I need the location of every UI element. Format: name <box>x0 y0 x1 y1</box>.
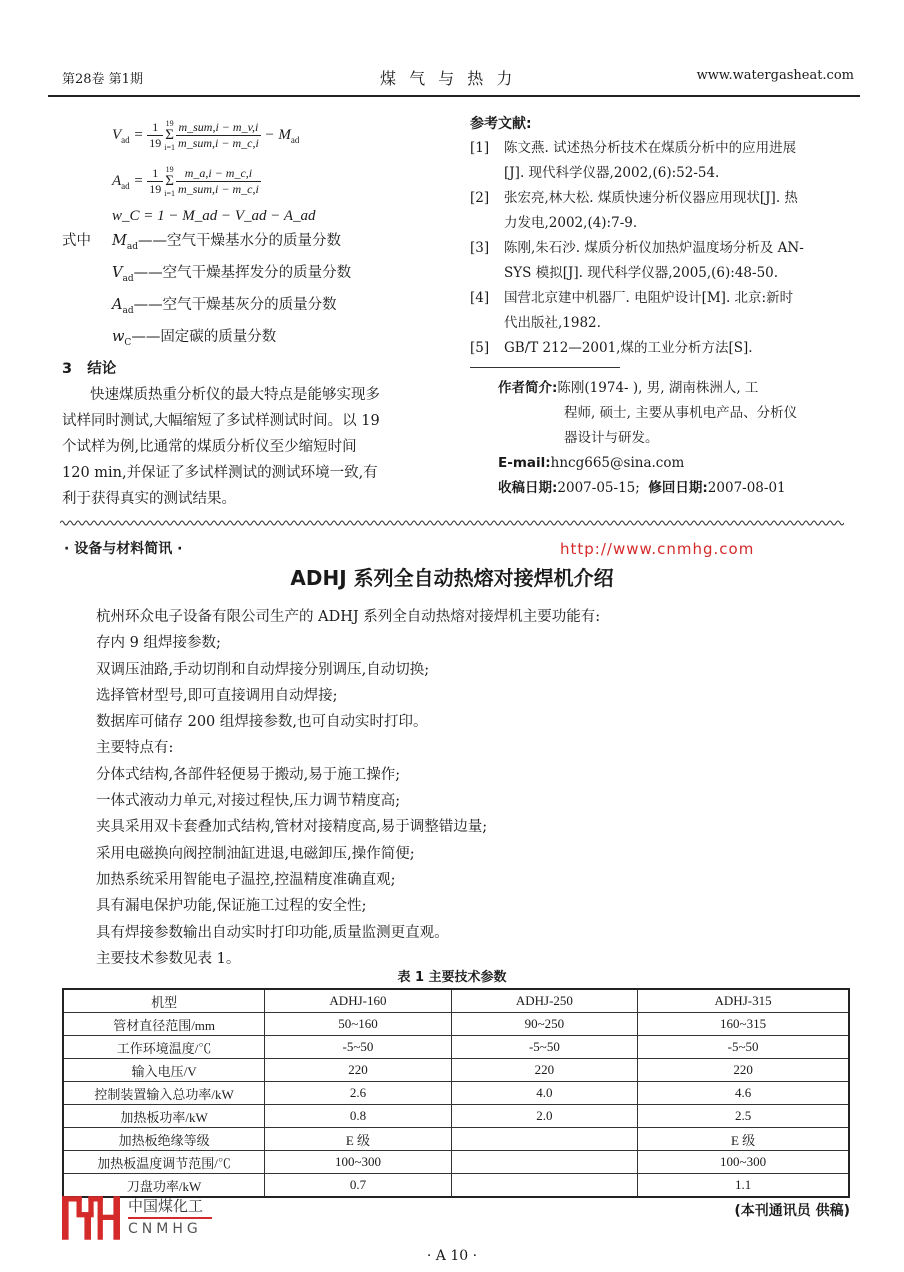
table-row <box>63 1059 849 1082</box>
conclusion-line: 利于获得真实的测试结果。 <box>62 490 236 507</box>
reference-item: [5] GB/T 212—2001,煤的工业分析方法[S]. <box>470 340 753 356</box>
paragraph: 数据库可储存 200 组焊接参数,也可自动实时打印。 <box>96 714 428 731</box>
cnmhg-logo <box>62 1196 362 1242</box>
article-title: ADHJ 系列全自动热熔对接焊机介绍 <box>290 566 614 590</box>
table-cell <box>451 1174 637 1198</box>
formula-a-ad: $A_{ad}$ = $\frac{1}{19}$ 19 Σ i=1 $\frac{m\_a,i - m\_c,i}{\text{m\_sum,i − m\_c,i}}$ <box>112 164 259 198</box>
paragraph: 主要特点有: <box>96 740 174 757</box>
right-column <box>470 112 862 501</box>
paragraph: 杭州环众电子设备有限公司生产的 ADHJ 系列全自动热熔对接焊机主要功能有: <box>96 609 601 625</box>
paragraph: 分体式结构,各部件轻便易于搬动,易于施工操作; <box>96 766 401 783</box>
mh-logo-icon <box>62 1196 120 1240</box>
definitions-label: 式中 <box>62 233 91 249</box>
table-cell: 90~250 <box>451 1013 637 1036</box>
credit: (本刊通讯员 供稿) <box>734 1203 850 1219</box>
table-cell: -5~50 <box>638 1036 849 1059</box>
reference-item: [2] 张宏亮,林大松. 煤质快速分析仪器应用现状[J]. 热 力发电,2002,(4):7-9. <box>470 190 798 231</box>
table-cell: 100~300 <box>265 1151 451 1174</box>
table-cell: 100~300 <box>638 1151 849 1174</box>
row-label-cell: 机型 <box>63 989 265 1013</box>
definition-item: $V_{ad}——$空气干燥基挥发分的质量分数 <box>112 264 352 284</box>
row-label-cell: 加热板绝缘等级 <box>63 1128 265 1151</box>
table-cell <box>451 1128 637 1151</box>
table-row <box>63 1105 849 1128</box>
definitions-list <box>112 228 351 356</box>
table-cell: 220 <box>451 1059 637 1082</box>
formula-v-ad: $V_{ad}$ = $\frac{1}{19}$ 19 Σ i=1 $\frac{\text{m\_sum,i − m\_v,i}}{\text{m\_sum,i − m\_c,i}}$ − $M_{ad}$ <box>112 118 300 152</box>
url-watermark: http://www.cnmhg.com <box>560 540 755 558</box>
table-cell: ADHJ-160 <box>265 989 451 1013</box>
header-rule <box>48 95 860 97</box>
spec-table <box>62 988 850 1198</box>
paragraph: 选择管材型号,即可直接调用自动焊接; <box>96 687 338 704</box>
formula-a-ad-row <box>62 158 454 204</box>
paragraph: 主要技术参数见表 1。 <box>96 950 241 967</box>
logo-en-text: CNMHG <box>128 1221 202 1237</box>
conclusion-body <box>62 382 454 512</box>
table-cell: 50~160 <box>265 1013 451 1036</box>
journal-title: 煤 气 与 热 力 <box>380 69 517 88</box>
paragraph: 具有焊接参数输出自动实时打印功能,质量监测更直观。 <box>96 924 449 941</box>
paragraph: 双调压油路,手动切削和自动焊接分别调压,自动切换; <box>96 661 430 678</box>
table-row <box>63 1151 849 1174</box>
row-label-cell: 输入电压/V <box>63 1059 265 1082</box>
formula-v-ad-row <box>62 112 454 158</box>
formula-w-c: w_C = 1 − M_ad − V_ad − A_ad <box>112 208 316 224</box>
table-cell <box>451 1151 637 1174</box>
table-cell: 2.0 <box>451 1105 637 1128</box>
conclusion-heading: 3 结论 <box>62 360 117 377</box>
wavy-divider <box>60 519 844 527</box>
row-label-cell: 刀盘功率/kW <box>63 1174 265 1198</box>
table-cell: 1.1 <box>638 1174 849 1198</box>
reference-item: [4] 国营北京建中机器厂. 电阻炉设计[M]. 北京:新时 代出版社,1982. <box>470 290 794 331</box>
reference-item: [1] 陈文燕. 试述热分析技术在煤质分析中的应用进展 [J]. 现代科学仪器,2002,(6):52-54. <box>470 140 797 181</box>
logo-rule <box>128 1217 212 1219</box>
definitions <box>62 228 454 356</box>
table-cell: 160~315 <box>638 1013 849 1036</box>
section-tag: · 设备与材料简讯 · <box>64 541 183 557</box>
definition-item: $A_{ad}——$空气干燥基灰分的质量分数 <box>112 296 337 316</box>
definition-item: $w_C——$固定碳的质量分数 <box>112 328 277 348</box>
page-number: · A 10 · <box>426 1248 478 1264</box>
row-label-cell: 工作环境温度/℃ <box>63 1036 265 1059</box>
row-label-cell: 控制装置输入总功率/kW <box>63 1082 265 1105</box>
volume-issue: 第28卷 第1期 <box>62 72 143 87</box>
author-info: 作者简介:陈刚(1974- ), 男, 湖南株洲人, 工 程师, 硕士, 主要从事机电产品、分析仪 器设计与研发。 E-mail:hncg665@sina.com 收稿日期:2007-05-15; 修回日期:2007-08-01 <box>470 376 862 501</box>
left-column <box>62 112 454 512</box>
table-cell: 4.6 <box>638 1082 849 1105</box>
table-row <box>63 1174 849 1198</box>
conclusion-line: 120 min,并保证了多试样测试的测试环境一致,有 <box>62 464 378 481</box>
table-cell: 0.8 <box>265 1105 451 1128</box>
table-cell: E 级 <box>638 1128 849 1151</box>
article-body <box>96 604 600 972</box>
references-list <box>470 136 862 361</box>
formula-w-c-row <box>62 204 454 228</box>
table-cell: 4.0 <box>451 1082 637 1105</box>
table-cell: 220 <box>265 1059 451 1082</box>
row-label-cell: 加热板温度调节范围/℃ <box>63 1151 265 1174</box>
references-rule <box>470 367 620 368</box>
conclusion-line: 个试样为例,比通常的煤质分析仪至少缩短时间 <box>62 438 357 455</box>
author-email: E-mail:hncg665@sina.com <box>498 455 685 471</box>
reference-item: [3] 陈刚,朱石沙. 煤质分析仪加热炉温度场分析及 AN- SYS 模拟[J]. 现代科学仪器,2005,(6):48-50. <box>470 240 804 281</box>
paragraph: 具有漏电保护功能,保证施工过程的安全性; <box>96 898 367 915</box>
conclusion-line: 试样同时测试,大幅缩短了多试样测试时间。以 19 <box>62 412 380 429</box>
table-row <box>63 1013 849 1036</box>
table-row <box>63 1082 849 1105</box>
logo-cn-text: 中国煤化工 <box>128 1197 204 1215</box>
references-heading: 参考文献: <box>470 116 532 132</box>
conclusion-line: 快速煤质热重分析仪的最大特点是能够实现多 <box>90 386 380 403</box>
table-cell: ADHJ-250 <box>451 989 637 1013</box>
table-cell: E 级 <box>265 1128 451 1151</box>
row-label-cell: 加热板功率/kW <box>63 1105 265 1128</box>
table-cell: 2.6 <box>265 1082 451 1105</box>
paragraph: 采用电磁换向阀控制油缸进退,电磁卸压,操作简便; <box>96 845 415 862</box>
paragraph: 加热系统采用智能电子温控,控温精度准确直观; <box>96 871 396 888</box>
table-cell: 0.7 <box>265 1174 451 1198</box>
table-cell: 2.5 <box>638 1105 849 1128</box>
table-cell: -5~50 <box>265 1036 451 1059</box>
table-row <box>63 1036 849 1059</box>
table-cell: -5~50 <box>451 1036 637 1059</box>
definition-item: $M_{ad}——$空气干燥基水分的质量分数 <box>112 233 341 252</box>
table-row <box>63 1128 849 1151</box>
table-cell: ADHJ-315 <box>638 989 849 1013</box>
journal-website: www.watergasheat.com <box>696 68 854 83</box>
paragraph: 一体式液动力单元,对接过程快,压力调节精度高; <box>96 793 401 810</box>
table-caption: 表 1 主要技术参数 <box>397 970 507 985</box>
table-header-row <box>63 989 849 1013</box>
paragraph: 存内 9 组焊接参数; <box>96 635 221 652</box>
dates: 收稿日期:2007-05-15; 修回日期:2007-08-01 <box>498 480 786 496</box>
row-label-cell: 管材直径范围/mm <box>63 1013 265 1036</box>
url-watermark-wrap <box>560 539 754 558</box>
table-cell: 220 <box>638 1059 849 1082</box>
paragraph: 夹具采用双卡套叠加式结构,管材对接精度高,易于调整错边量; <box>96 819 488 836</box>
